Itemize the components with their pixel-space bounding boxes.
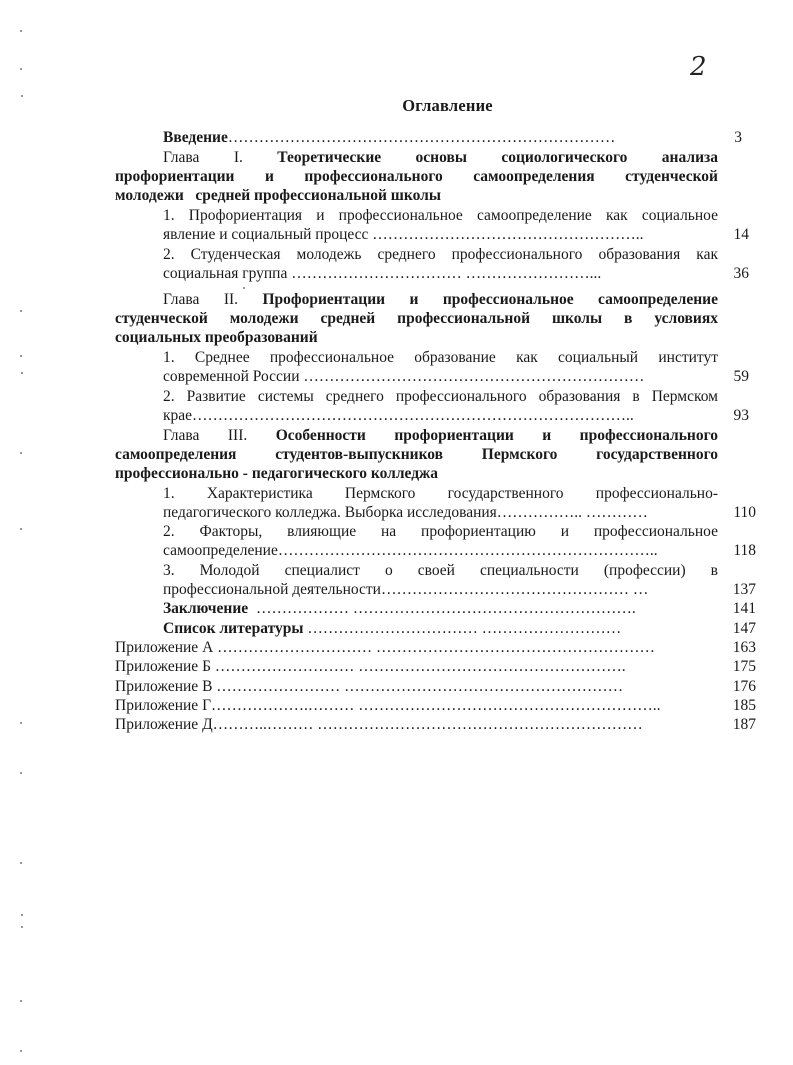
toc-page-number: 118	[733, 542, 756, 559]
toc-page-number: 14	[733, 226, 749, 243]
toc-leader-dots: ………………………… ………………………………………………	[217, 639, 656, 656]
toc-section-2-1-line2: современной России …………………………………………………………	[163, 368, 645, 385]
toc-entry-intro[interactable]	[163, 128, 703, 147]
toc-chapter-3-title: Особенности профориентации и профессионального	[275, 427, 718, 444]
toc-chapter-3-line2: самоопределения студентов-выпускников Пермского государственного	[115, 446, 718, 463]
toc-entry-appendix-v[interactable]	[115, 677, 623, 696]
toc-conclusion-label: Заключение	[163, 600, 249, 617]
toc-entry-appendix-a[interactable]	[115, 638, 655, 657]
toc-chapter-1-lead: Глава I.	[163, 149, 243, 166]
toc-references-label: Список литературы	[163, 620, 304, 637]
toc-leader-dots: ……………………… …………………………………………….	[214, 658, 626, 675]
toc-page-number: 185	[732, 697, 756, 714]
toc-section-1-1-line2: явление и социальный процесс ……………………………………………..	[163, 226, 644, 243]
toc-leader-dots: ……………… ……………………………………………….	[255, 600, 636, 617]
toc-page-number: 175	[732, 658, 756, 675]
toc-chapter-3-lead: Глава III.	[163, 427, 248, 444]
toc-entry-conclusion[interactable]	[163, 599, 636, 618]
toc-section-1-2-line1[interactable]: 2. Студенческая молодежь среднего профессионального образования как	[163, 246, 718, 263]
toc-entry-appendix-d[interactable]	[115, 715, 643, 734]
toc-page-number: 163	[732, 639, 756, 656]
toc-chapter-2-title: Профориентации и профессиональное самоопределение	[262, 291, 718, 308]
toc-page-number: 147	[732, 620, 756, 637]
toc-appendix-label: Приложение А	[115, 639, 214, 656]
toc-chapter-1-line2: профориентации и профессионального самоопределения студенческой	[115, 168, 718, 185]
toc-chapter-3-line3: профессионально - педагогического колледжа	[115, 465, 439, 482]
toc-section-2-1-line1[interactable]: 1. Среднее профессиональное образование как социальный институт	[163, 349, 718, 366]
toc-section-3-2-line1[interactable]: 2. Факторы, влияющие на профориентацию и профессиональное	[163, 523, 718, 540]
toc-section-3-1-line2: педагогического колледжа. Выборка исследования…………….. …………	[163, 504, 648, 521]
toc-leader-dots: …………………… ………………………………………………	[216, 678, 624, 695]
toc-leader-dots: ………..……… ………………………………………………………	[212, 716, 643, 733]
toc-section-2-2-line1[interactable]: 2. Развитие системы среднего профессионального образования в Пермском	[163, 388, 718, 405]
toc-section-2-2-line2: крае…………………………………………………………………………..	[163, 407, 634, 424]
toc-section-3-2-line2: самоопределение………………………………………………………………..	[163, 542, 658, 559]
toc-entry-appendix-g[interactable]	[115, 696, 661, 715]
toc-section-3-1-line1[interactable]: 1. Характеристика Пермского государственного профессионально-	[163, 485, 718, 502]
toc-page-number: 141	[732, 600, 756, 617]
toc-appendix-label: Приложение В	[115, 678, 213, 695]
handwritten-page-mark: 2	[690, 52, 707, 82]
toc-chapter-2-lead: Глава II.	[163, 291, 239, 308]
toc-leader-dots: …………………………………………………………………	[227, 129, 616, 146]
toc-page-number: 110	[733, 504, 756, 521]
toc-appendix-label: Приложение Г	[115, 697, 212, 714]
toc-page-number: 36	[733, 265, 749, 282]
toc-chapter-2-line3: социальных преобразований	[115, 329, 318, 346]
toc-section-3-3-line1[interactable]: 3. Молодой специалист о своей специальности (профессии) в	[163, 562, 718, 579]
toc-chapter-2-line2: студенческой молодежи средней профессиональной школы в условиях	[115, 310, 718, 327]
toc-chapter-1-line3b: средней профессиональной школы	[195, 187, 441, 204]
toc-leader-dots: …………………………… ………………………	[307, 620, 622, 637]
toc-leader-dots: ……………….……… …………………………………………………..	[211, 697, 661, 714]
toc-page-number: 137	[732, 581, 756, 598]
toc-page-number: 59	[733, 368, 749, 385]
toc-chapter-2-line1[interactable]	[163, 290, 718, 309]
toc-chapter-1-line3a: молодежи	[115, 187, 184, 204]
toc-entry-references[interactable]	[163, 619, 621, 638]
toc-chapter-1-line3	[115, 186, 441, 205]
toc-page-number: 3	[734, 129, 742, 146]
toc-page-number: 176	[732, 678, 756, 695]
toc-appendix-label: Приложение Д	[115, 716, 213, 733]
toc-chapter-3-line1[interactable]	[163, 426, 718, 445]
toc-appendix-label: Приложение Б	[115, 658, 211, 675]
toc-page-number: 93	[733, 407, 749, 424]
toc-chapter-1-line1[interactable]	[163, 148, 718, 167]
toc-entry-appendix-b[interactable]	[115, 657, 626, 676]
toc-section-1-1-line1[interactable]: 1. Профориентация и профессиональное самоопределение как социальное	[163, 207, 718, 224]
toc-section-1-2-line2: социальная группа …………………………… ……………………...	[163, 265, 602, 282]
toc-intro-label: Введение	[163, 129, 228, 146]
toc-chapter-1-title: Теоретические основы социологического анализа	[277, 149, 718, 166]
toc-section-3-3-line2: профессиональной деятельности………………………………………… …	[163, 581, 649, 598]
toc-page-number: 187	[732, 716, 756, 733]
page-title: Оглавление	[402, 96, 493, 115]
